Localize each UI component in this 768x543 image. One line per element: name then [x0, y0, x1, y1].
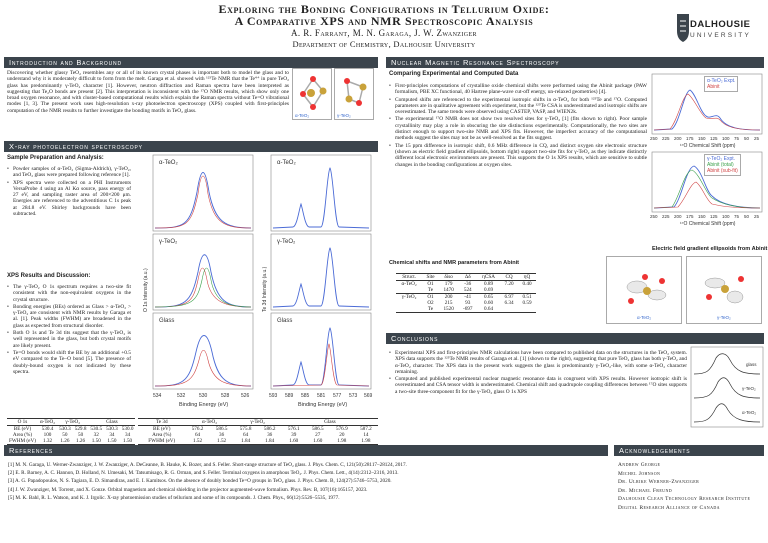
ack-item: Michel Johnson: [618, 470, 661, 477]
te-label-alpha: α-TeO₂: [277, 160, 296, 166]
nmr-xlabel-2: ¹⁷O Chemical Shift (ppm): [680, 221, 736, 227]
te-tick: 593: [269, 393, 278, 399]
o1s-tick: 526: [241, 393, 250, 399]
nmr-heading: Nuclear Magnetic Resonance Spectroscopy: [386, 57, 764, 68]
nmr-item: • The experimental ¹⁷O NMR does not show two resolved sites for γ-TeO₂ [1] (fits shown to right). Poor sample crystallinity may play a role in obscuring the site distinctions experimentally. Computationally, the two sites are distinct enough to support two-site NMR and XPS fits. However, the imperfect accuracy of the computational methods suggest the sites may not be as well-resolved as the fits suggest.: [389, 116, 647, 141]
te-th: Te 3d: [138, 419, 186, 426]
intro-heading: Introduction and Background: [4, 57, 378, 68]
o1s-label-gamma: γ-TeO₂: [159, 239, 178, 245]
nmr-tick: 125: [710, 136, 718, 141]
o1s-column: [143, 155, 253, 408]
te-nmr-spectra: [690, 346, 764, 430]
o1s-row: BE (eV) 530.4 530.3 529.8 530.5 530.3 530.0: [13, 426, 134, 432]
nmr-tick: 25: [754, 136, 760, 141]
title-line-1: Exploring the Bonding Configurations in Tellurium Oxide:: [218, 2, 550, 16]
te-tick: 573: [349, 393, 358, 399]
intro-molecule-gamma: [334, 68, 374, 120]
efg-gamma: [686, 256, 762, 324]
o1s-ylabel: O 1s Intensity (a.u.): [143, 268, 149, 312]
conclusions-heading: Conclusions: [386, 333, 764, 344]
te-ylabel: Te 3d Intensity (a.u.): [262, 266, 268, 312]
te-th: α-TeO₂: [186, 419, 234, 426]
nmr-tick: 175: [686, 136, 694, 141]
conclusions-list: [389, 350, 687, 396]
te-label-glass: Glass: [277, 318, 293, 324]
nmr-list: [389, 83, 647, 169]
nmr-tick: 75: [734, 136, 740, 141]
reference-item: [3] A. G. Papadopoulos, N. S. Tagiara, E. D. Simandiras, and E. I. Kamitsos. On the absence of doubly bonded Te=O groups in TeO₂ glass. J. Phys. Chem. B, 124(27):5746–5753, 2020.: [8, 478, 392, 485]
te-tick: 581: [317, 393, 326, 399]
nmr-row: Te 1520 -697 0.64: [396, 306, 536, 313]
mol-alpha-label: α-TeO₂: [295, 113, 310, 118]
shield-icon: [676, 13, 690, 43]
te-row: FWHM (eV) 1.52 1.52 1.84 1.84 1.60 1.60 1.98 1.98: [138, 438, 378, 445]
te-tick: 589: [285, 393, 294, 399]
nmr-table: Struct. Site δiso Δδ ηCSA CQ ηQ α-TeO₂ O1 179 -36 0.89 7.20 0.40 Te 1470 524 0.69 γ-TeO₂ O1 200 -41 0.65 6.97 0.51 O2 215 93 0.60 6.34 0.59 Te 1520 -697 0.64: [396, 273, 536, 313]
ack-item: Dr. Ulrike Werner-Zwanziger: [618, 479, 700, 486]
sample-heading: Sample Preparation and Analysis:: [7, 155, 104, 161]
o1s-th: γ-TeO₂: [57, 419, 88, 426]
nmr-tick: 150: [698, 214, 706, 219]
results-heading: XPS Results and Discussion:: [7, 273, 91, 279]
results-item: • The γ-TeO₂ O 1s spectrum requires a two-site fit consistent with the non-equivalent oxygens in the crystal structure.: [7, 284, 131, 303]
intro-text: Discovering whether glassy TeO₂ resembles any or all of its known crystal phases is important both to model the glass and to understand why it is moderately difficult to form from the melt. Garaga et al. showed with ¹²⁵Te NMR that the Te⁴⁺ in pure TeO₂ glass has predominantly γ-TeO₂ character [1]. However, neutron diffraction and Raman spectra have been interpreted as suggesting that Te₂O bonds are present [2]. This interpretation is inconsistent with the ¹⁷O NMR results, which show only one broad oxygen resonance, and with cluster-based computational results which explain the Raman spectra without Te=O vibrational modes [1, 3]. The present work uses high-resolution x-ray photoelectron spectroscopy (XPS) coupled with first-principles computation of the NMR results to further investigate the bonding motifs in TeO₂ glass.: [7, 70, 289, 114]
nmr-row: γ-TeO₂ O1 200 -41 0.65 6.97 0.51: [396, 294, 536, 301]
results-item: • Both O 1s and Te 3d tits suggest that the γ-TeO₂ is well represented in the glass, but both crystal motifs are likely present.: [7, 330, 131, 349]
results-item: • Te=O bonds would shift the BE by an additional +0.5 eV compared to the Te–O bond [5]. The presence of doubly-bound oxygen is not indicated by these spectra.: [7, 350, 131, 375]
ack-item: Dalhousie Clean Technology Research Institute: [618, 496, 751, 503]
logo-subtitle: UNIVERSITY: [690, 32, 752, 39]
te-th: Glass: [282, 419, 378, 426]
header: [0, 0, 768, 55]
ack-item: Andrew George: [618, 462, 661, 468]
nmr-tick: 200: [674, 214, 682, 219]
results-item: • Bonding energies (BEs) ordered as Glass > α-TeO₂ > γ-TeO₂ are consistent with NMR results by Garaga et al. [1]. Peak widths (FWHM) are broadened in the glass as expected from structural disorder.: [7, 304, 131, 329]
sample-list: [7, 166, 131, 218]
legend-item: Abinit: [707, 84, 720, 90]
dalhousie-logo: [676, 5, 764, 49]
o1s-tick: 528: [221, 393, 230, 399]
reference-item: [2] E. R. Barney, A. C. Hannon, D. Holland, N. Umesaki, M. Tatsumisago, R. G. Orman, and S. Feller. Terminal oxygens in amorphous TeO₂. J. Phys. Chem. Lett., 4(14):2312–2316, 2013.: [8, 470, 399, 477]
ack-heading: Acknowledgements: [614, 445, 764, 456]
mol-gamma-label: γ-TeO₂: [337, 113, 351, 118]
efg-alpha: [606, 256, 682, 324]
nmr-tick: 50: [744, 136, 750, 141]
nmr-tick: 125: [710, 214, 718, 219]
te-nmr-label: glass: [746, 362, 757, 367]
references-heading: References: [4, 445, 608, 456]
references-list: [8, 461, 608, 502]
reference-item: [4] J. W. Zwanziger, M. Torrent, and X. Gonze. Orbital magnetism and chemical shielding in the projector augmented-wave formalism. Phys. Rev. B, 107(16):165157, 2023.: [8, 486, 368, 493]
nmr-item: • Computed shifts are referenced to the experimental isotropic shifts in α-TeO₂ for both ¹²⁵Te and ¹⁷O. Computed parameters are in qualitative agreement with experiment, but the ¹²⁵Te CSA is underestimated and isotropic shifts are overestimated. The same trends were observed using CASTEP, VASP, and WIEN2k.: [389, 97, 647, 116]
o1s-th: O 1s: [7, 419, 38, 426]
te-tick: 569: [364, 393, 373, 399]
o1s-row: Area (%) 100 50 50 32 34 34: [12, 432, 131, 438]
title-line-2: A Comparative XPS and NMR Spectroscopic Analysis: [234, 14, 534, 28]
nmr-tick: 150: [698, 136, 706, 141]
reference-item: [1] M. N. Garaga, U. Werner-Zwanziger, J. W. Zwanziger, A. DeCeanne, B. Hauke, K. Bozer, and S. Feller. Short-range structure of TeO₂ glass. J. Phys. Chem. C, 121(50):28117–28124, 2017.: [8, 462, 407, 468]
nmr-tick: 75: [734, 214, 740, 219]
te3d-column: [262, 155, 373, 408]
te-tick: 585: [301, 393, 310, 399]
xps-spectra: [135, 152, 380, 414]
conclusion-item: • Computed and published experimental nuclear magnetic resonance data is congruent with XPS results. However isotropic shift is overestimated and CSA tensor width is underestimated. Chemical shift and quadrupole coupling differences between ¹⁷O sites supports a two-site three-component fit for the γ-TeO₂ glass O 1s XPS: [389, 376, 687, 395]
nmr-tick: 250: [650, 136, 658, 141]
o1s-label-glass: Glass: [159, 318, 175, 324]
authors: A. R. Farrant, M. N. Garaga, J. W. Zwanziger: [291, 28, 477, 38]
o1s-th: α-TeO₂: [39, 419, 56, 425]
o1s-label-alpha: α-TeO₂: [159, 160, 178, 166]
sample-item: • XPS spectra were collected on a PHI Instruments VersaProbe 4 using an Al Kα source, pass energy of 27 eV, and sampling raster area of 200×200 μm. Energies are referenced to the adventitious C 1s peak at 284.8 eV. Shirley backgrounds have been subtracted.: [7, 180, 131, 218]
nmr-tick: 225: [662, 136, 670, 141]
nmr-tick: 200: [674, 136, 682, 141]
nmr-row: α-TeO₂ O1 179 -36 0.89 7.20 0.40: [401, 281, 532, 287]
reference-item: [5] M. K. Bahl, R. L. Watson, and K. J. Irgolic. X-ray photoemission studies of tellurium and some of its compounds. J. Chem. Phys., 66(12):5526–5535, 1977.: [8, 494, 340, 501]
efg-alpha-label: α-TeO₂: [637, 315, 652, 320]
nmr-tick: 175: [686, 214, 694, 219]
nmr-row: O2 215 93 0.60 6.34 0.59: [427, 300, 532, 306]
nmr-xlabel-1: ¹⁷O Chemical Shift (ppm): [680, 143, 736, 149]
ack-list: [618, 461, 750, 513]
legend-item: Abinit (sub-fit): [707, 168, 738, 174]
te-xlabel: Binding Energy (eV): [298, 402, 348, 408]
o1s-th: Glass: [88, 419, 135, 426]
nmr-tick: 100: [722, 214, 730, 219]
nmr-row: Te 1470 524 0.69: [427, 287, 494, 293]
te-row: BE (eV) 576.2 586.5 575.8 586.2 576.1 586.5 576.9 587.2: [153, 426, 372, 432]
o1s-tick: 530: [199, 393, 208, 399]
o1s-tick: 534: [153, 393, 162, 399]
te-nmr-label: γ-TeO₂: [742, 386, 756, 391]
nmr-tick: 50: [744, 214, 750, 219]
nmr-tick: 250: [650, 214, 658, 219]
poster-title: [0, 3, 768, 27]
te3d-table: [138, 418, 378, 445]
nmr-table-caption: Chemical shifts and NMR parameters from Abinit: [389, 260, 520, 266]
efg-gamma-label: γ-TeO₂: [717, 315, 731, 320]
legend-item: γ-TeO₂ Expt.: [707, 156, 736, 162]
nmr-legend-2: [704, 154, 741, 176]
efg-caption: Electric field gradient ellipsoids from Abinit: [652, 246, 768, 252]
te-nmr-label: α-TeO₂: [742, 410, 757, 415]
ack-item: Digital Research Alliance of Canada: [618, 504, 720, 511]
te-row: Area (%) 64 36 64 36 39 27 20 14: [152, 432, 369, 438]
legend-item: Abinit (total): [707, 162, 734, 168]
logo-name: DALHOUSIE: [690, 19, 751, 30]
nmr-item: • The 15 ppm difference in isotropic shift, 0.6 MHz difference in CQ, and distinct oxygen site electronic structure (shown as electric field gradient ellipsoids, bottom right) support two-site fits for γ-TeO₂ as they indicate distinctly different local electronic environments are present. This supports the O 1s XPS results, which are sensitive to subtle changes in the bonding configurations at oxygen sites.: [389, 143, 647, 168]
nmr-legend-1: [704, 76, 738, 92]
nmr-tick: 25: [754, 214, 760, 219]
o1s-tick: 532: [177, 393, 186, 399]
te-th: γ-TeO₂: [234, 419, 282, 426]
te-tick: 577: [333, 393, 342, 399]
results-list: [7, 284, 131, 376]
o1s-row: FWHM (eV) 1.32 1.26 1.26 1.50 1.50 1.50: [7, 438, 135, 445]
nmr-tick: 100: [722, 136, 730, 141]
conclusion-item: • Experimental XPS and first-principles NMR calculations have been compared to published data on the structures in the TeO₂ system. XPS data supports the ¹²⁵Te NMR results of Garaga et al. [1] (shown to the right), suggesting that pure TeO₂ glass has both γ-TeO₂ and α-TeO₂ character. The XPS data in the present work suggests the glass is predominantly γ-TeO₂-like, with some α-TeO₂ character remaining.: [389, 350, 687, 375]
nmr-item: • First-principles computations of crystalline oxide chemical shifts were performed using the Abinit package (PAW formalism, PBE XC functional, 40 Hartree plane-wave cut-off energy, un-relaxed geometries) [4].: [389, 83, 647, 96]
nmr-subheading: Comparing Experimental and Computed Data: [389, 71, 519, 77]
department: Department of Chemistry, Dalhousie University: [292, 39, 476, 49]
nmr-tick: 225: [662, 214, 670, 219]
ack-item: Dr. Michael Freund: [618, 487, 673, 494]
te-label-gamma: γ-TeO₂: [277, 239, 296, 245]
o1s-table: [7, 418, 135, 445]
legend-item: α-TeO₂ Expt.: [707, 78, 736, 84]
intro-molecule-alpha: [292, 68, 332, 120]
sample-item: • Powder samples of α-TeO₂ (Sigma-Aldrich), γ-TeO₂, and TeO₂ glass were prepared following reference [1].: [7, 166, 131, 179]
xps-heading: X-ray photoelectron spectroscopy: [4, 141, 378, 152]
o1s-xlabel: Binding Energy (eV): [179, 402, 229, 408]
